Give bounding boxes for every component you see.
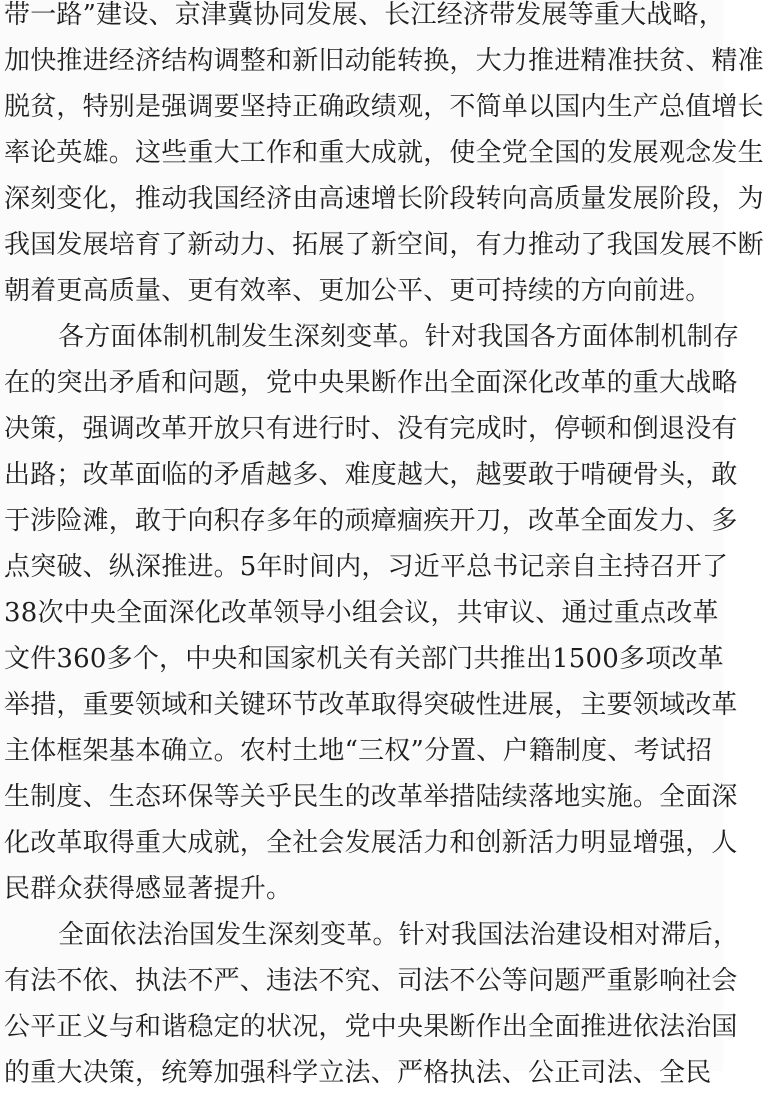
text-line: 民群众获得感显著提升。	[4, 874, 293, 904]
text-line: 38次中央全面深化改革领导小组会议，共审议、通过重点改革	[4, 598, 719, 628]
text-line: 于涉险滩，敢于向积存多年的顽瘴痼疾开刀，改革全面发力、多	[4, 506, 738, 536]
text-line: 主体框架基本确立。农村土地“三权”分置、户籍制度、考试招	[4, 736, 713, 766]
text-line: 点突破、纵深推进。5年时间内，习近平总书记亲自主持召开了	[4, 552, 729, 582]
paragraph-first-line: 各方面体制机制发生深刻变革。针对我国各方面体制机制存	[58, 322, 740, 352]
text-line: 化改革取得重大成就，全社会发展活力和创新活力明显增强，人	[4, 828, 738, 858]
text-line: 带一路”建设、京津冀协同发展、长江经济带发展等重大战略，	[4, 0, 725, 30]
text-line: 我国发展培育了新动力、拓展了新空间，有力推动了我国发展不断	[4, 230, 764, 260]
text-line: 生制度、生态环保等关乎民生的改革举措陆续落地实施。全面深	[4, 782, 738, 812]
text-line: 率论英雄。这些重大工作和重大成就，使全党全国的发展观念发生	[4, 138, 764, 168]
text-line: 深刻变化，推动我国经济由高速增长阶段转向高质量发展阶段，为	[4, 184, 764, 214]
text-line: 朝着更高质量、更有效率、更加公平、更可持续的方向前进。	[4, 276, 712, 306]
text-line: 出路；改革面临的矛盾越多、难度越大，越要敢于啃硬骨头，敢	[4, 460, 738, 490]
paragraph-first-line: 全面依法治国发生深刻变革。针对我国法治建设相对滞后，	[58, 920, 740, 950]
text-line: 的重大决策，统筹加强科学立法、严格执法、公正司法、全民	[4, 1058, 712, 1088]
text-line: 在的突出矛盾和问题，党中央果断作出全面深化改革的重大战略	[4, 368, 738, 398]
text-line: 举措，重要领域和关键环节改革取得突破性进展，主要领域改革	[4, 690, 738, 720]
text-line: 加快推进经济结构调整和新旧动能转换，大力推进精准扶贫、精准	[4, 46, 764, 76]
text-line: 脱贫，特别是强调要坚持正确政绩观，不简单以国内生产总值增长	[4, 92, 764, 122]
text-line: 文件360多个，中央和国家机关有关部门共推出1500多项改革	[4, 644, 724, 674]
text-line: 决策，强调改革开放只有进行时、没有完成时，停顿和倒退没有	[4, 414, 738, 444]
text-line: 公平正义与和谐稳定的状况，党中央果断作出全面推进依法治国	[4, 1012, 738, 1042]
text-line: 有法不依、执法不严、违法不究、司法不公等问题严重影响社会	[4, 966, 738, 996]
